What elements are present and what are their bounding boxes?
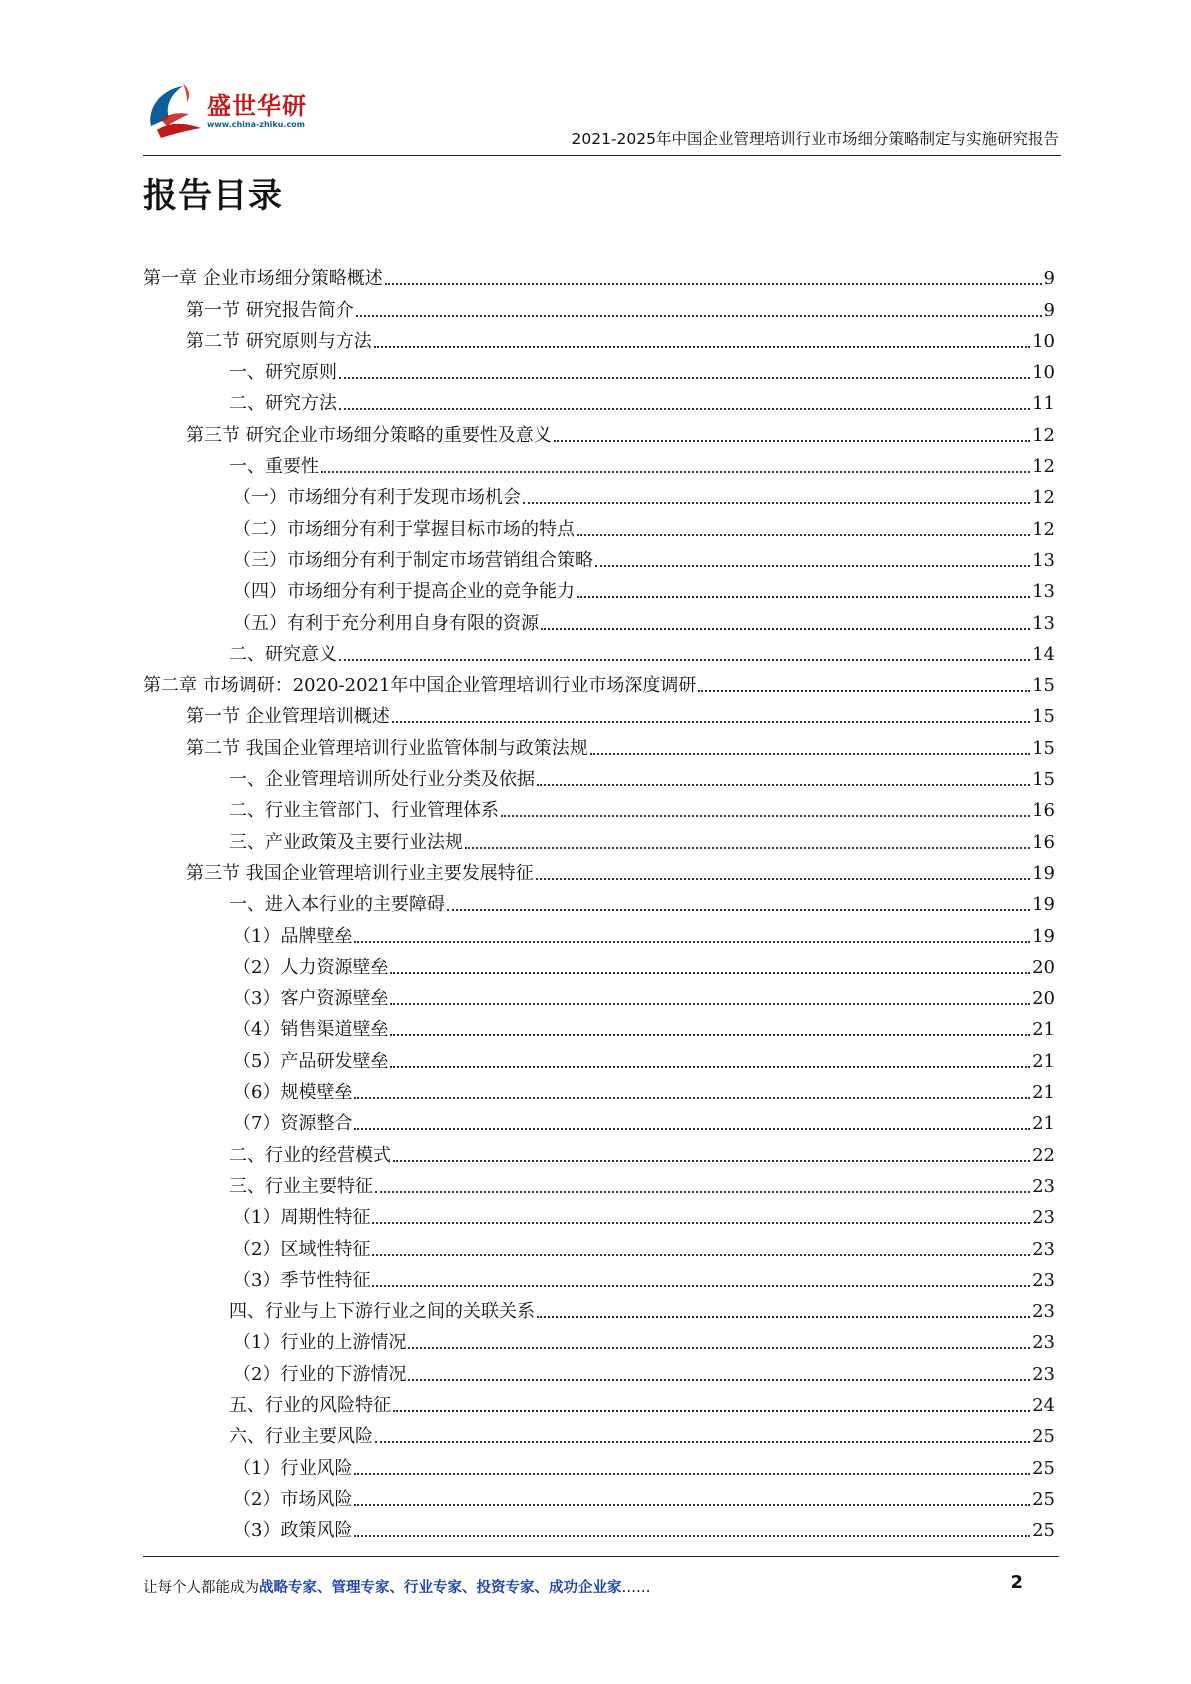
toc-entry[interactable] [143, 729, 1055, 760]
toc-entry-page: 16 [1032, 831, 1055, 853]
toc-leader-dots [390, 1066, 1030, 1068]
toc-leader-dots [536, 878, 1030, 880]
toc-leader-dots [392, 721, 1030, 723]
toc-entry-page: 20 [1032, 988, 1055, 1010]
toc-entry-label: 第二章 市场调研：2020-2021年中国企业管理培训行业市场深度调研 [143, 675, 697, 697]
toc-entry-label: 二、研究方法 [229, 393, 337, 415]
toc-entry[interactable] [143, 604, 1055, 635]
company-logo [143, 80, 313, 150]
toc-entry-label: 一、重要性 [229, 456, 319, 478]
toc-entry[interactable] [143, 260, 1055, 291]
toc-leader-dots [385, 283, 1042, 285]
toc-entry[interactable] [143, 1418, 1055, 1449]
toc-entry-page: 25 [1032, 1426, 1055, 1448]
logo-emblem-icon [143, 80, 205, 142]
toc-leader-dots [501, 815, 1030, 817]
toc-entry-page: 23 [1032, 1301, 1055, 1323]
toc-entry[interactable] [143, 1074, 1055, 1105]
toc-entry[interactable] [143, 949, 1055, 980]
toc-entry-page: 13 [1032, 612, 1055, 634]
toc-entry[interactable] [143, 823, 1055, 854]
toc-leader-dots [447, 909, 1030, 911]
toc-leader-dots [537, 1316, 1030, 1318]
toc-leader-dots [354, 1097, 1030, 1099]
toc-entry-page: 16 [1032, 800, 1055, 822]
toc-entry-page: 19 [1032, 862, 1055, 884]
toc-entry-label: 二、行业的经营模式 [229, 1144, 391, 1166]
toc-entry-page: 21 [1032, 1113, 1055, 1135]
toc-leader-dots [339, 377, 1030, 379]
toc-leader-dots [554, 440, 1030, 442]
toc-entry[interactable] [143, 510, 1055, 541]
toc-entry[interactable] [143, 354, 1055, 385]
toc-leader-dots [390, 1003, 1030, 1005]
toc-entry-page: 20 [1032, 956, 1055, 978]
toc-entry[interactable] [143, 323, 1055, 354]
page-number: 2 [1010, 1572, 1023, 1593]
toc-entry[interactable] [143, 1042, 1055, 1073]
toc-entry-label: 一、企业管理培训所处行业分类及依据 [229, 769, 535, 791]
toc-entry[interactable] [143, 1136, 1055, 1167]
toc-leader-dots [393, 1160, 1030, 1162]
toc-leader-dots [698, 690, 1030, 692]
toc-entry-page: 19 [1032, 925, 1055, 947]
toc-leader-dots [590, 753, 1030, 755]
footer-slogan-highlight: 战略专家、管理专家、行业专家、投资专家、成功企业家 [259, 1579, 622, 1596]
toc-entry-page: 23 [1032, 1175, 1055, 1197]
toc-entry-page: 22 [1032, 1144, 1055, 1166]
toc-leader-dots [354, 1535, 1030, 1537]
footer-divider [143, 1556, 1059, 1557]
page-title: 报告目录 [143, 176, 283, 216]
toc-entry-page: 10 [1032, 362, 1055, 384]
toc-entry[interactable] [143, 980, 1055, 1011]
toc-entry-label: 二、行业主管部门、行业管理体系 [229, 800, 499, 822]
toc-entry-label: （3）季节性特征 [233, 1269, 371, 1291]
toc-entry-label: （3）政策风险 [233, 1520, 353, 1542]
toc-entry-page: 23 [1032, 1207, 1055, 1229]
report-header-title: 2021-2025年中国企业管理培训行业市场细分策略制定与实施研究报告 [571, 130, 1059, 148]
toc-entry[interactable] [143, 542, 1055, 573]
toc-entry-label: 第二节 我国企业管理培训行业监管体制与政策法规 [186, 737, 588, 759]
toc-entry-label: （1）行业的上游情况 [233, 1332, 407, 1354]
toc-entry-label: （二）市场细分有利于掌握目标市场的特点 [233, 518, 575, 540]
toc-entry[interactable] [143, 1355, 1055, 1386]
toc-leader-dots [408, 1379, 1030, 1381]
footer-slogan [143, 1576, 651, 1597]
toc-entry[interactable] [143, 667, 1055, 698]
toc-leader-dots [390, 1034, 1030, 1036]
toc-leader-dots [372, 1254, 1030, 1256]
toc-entry-page: 14 [1032, 643, 1055, 665]
toc-entry-page: 15 [1032, 769, 1055, 791]
toc-entry-page: 19 [1032, 894, 1055, 916]
toc-leader-dots [390, 972, 1030, 974]
toc-entry-label: （2）市场风险 [233, 1488, 353, 1510]
toc-entry-label: 第一节 研究报告简介 [186, 299, 354, 321]
toc-entry-label: （2）行业的下游情况 [233, 1363, 407, 1385]
toc-entry-label: （五）有利于充分利用自身有限的资源 [233, 612, 539, 634]
toc-entry-page: 12 [1032, 456, 1055, 478]
toc-entry[interactable] [143, 1168, 1055, 1199]
toc-entry[interactable] [143, 1324, 1055, 1355]
toc-entry-label: （7）资源整合 [233, 1113, 353, 1135]
toc-entry-page: 25 [1032, 1457, 1055, 1479]
toc-leader-dots [339, 659, 1030, 661]
toc-entry-label: 第二节 研究原则与方法 [186, 330, 372, 352]
toc-entry-page: 21 [1032, 1019, 1055, 1041]
toc-leader-dots [375, 1191, 1030, 1193]
toc-entry-page: 9 [1043, 299, 1055, 321]
toc-leader-dots [465, 847, 1030, 849]
toc-entry-label: （一）市场细分有利于发现市场机会 [233, 487, 521, 509]
toc-leader-dots [372, 1222, 1030, 1224]
toc-entry-page: 15 [1032, 737, 1055, 759]
toc-entry[interactable] [143, 917, 1055, 948]
toc-leader-dots [354, 941, 1030, 943]
toc-entry-page: 21 [1032, 1082, 1055, 1104]
toc-entry-label: 二、研究意义 [229, 643, 337, 665]
toc-leader-dots [577, 534, 1030, 536]
toc-entry[interactable] [143, 1262, 1055, 1293]
toc-entry-page: 25 [1032, 1488, 1055, 1510]
toc-entry-label: 五、行业的风险特征 [229, 1394, 391, 1416]
toc-entry[interactable] [143, 479, 1055, 510]
toc-leader-dots [523, 502, 1030, 504]
table-of-contents [143, 260, 1055, 1543]
toc-entry-label: 三、行业主要特征 [229, 1175, 373, 1197]
toc-entry[interactable] [143, 1387, 1055, 1418]
toc-entry[interactable] [143, 698, 1055, 729]
toc-entry-page: 21 [1032, 1050, 1055, 1072]
toc-entry[interactable] [143, 573, 1055, 604]
toc-leader-dots [354, 1504, 1030, 1506]
toc-entry-page: 23 [1032, 1269, 1055, 1291]
toc-entry[interactable] [143, 1512, 1055, 1543]
toc-leader-dots [408, 1347, 1030, 1349]
toc-entry[interactable] [143, 1449, 1055, 1480]
toc-entry-page: 13 [1032, 581, 1055, 603]
toc-entry-label: 六、行业主要风险 [229, 1426, 373, 1448]
toc-entry[interactable] [143, 1105, 1055, 1136]
toc-entry-page: 12 [1032, 487, 1055, 509]
footer-slogan-suffix: …… [621, 1580, 651, 1596]
toc-leader-dots [339, 408, 1030, 410]
toc-entry-label: 第三节 我国企业管理培训行业主要发展特征 [186, 862, 534, 884]
toc-leader-dots [374, 346, 1030, 348]
toc-entry-page: 25 [1032, 1520, 1055, 1542]
toc-leader-dots [321, 471, 1030, 473]
footer-slogan-prefix: 让每个人都能成为 [143, 1580, 259, 1596]
toc-entry-label: （4）销售渠道壁垒 [233, 1019, 389, 1041]
toc-leader-dots [537, 784, 1030, 786]
toc-entry-label: 一、进入本行业的主要障碍 [229, 894, 445, 916]
toc-entry-label: （5）产品研发壁垒 [233, 1050, 389, 1072]
toc-entry-page: 9 [1043, 268, 1055, 290]
toc-entry[interactable] [143, 761, 1055, 792]
toc-entry-label: （三）市场细分有利于制定市场营销组合策略 [233, 549, 593, 571]
toc-entry-page: 23 [1032, 1332, 1055, 1354]
toc-leader-dots [541, 628, 1030, 630]
toc-entry[interactable] [143, 385, 1055, 416]
toc-leader-dots [375, 1441, 1030, 1443]
toc-entry-page: 10 [1032, 330, 1055, 352]
toc-entry-label: （2）人力资源壁垒 [233, 956, 389, 978]
toc-entry[interactable] [143, 855, 1055, 886]
toc-entry-page: 24 [1032, 1394, 1055, 1416]
toc-entry-page: 11 [1032, 393, 1055, 415]
toc-leader-dots [393, 1410, 1030, 1412]
toc-leader-dots [372, 1285, 1030, 1287]
toc-leader-dots [595, 565, 1030, 567]
toc-entry-label: 第一节 企业管理培训概述 [186, 706, 390, 728]
toc-entry[interactable] [143, 291, 1055, 322]
toc-entry-page: 15 [1032, 706, 1055, 728]
toc-entry[interactable] [143, 1199, 1055, 1230]
toc-entry[interactable] [143, 448, 1055, 479]
toc-entry[interactable] [143, 1230, 1055, 1261]
header-divider [143, 155, 1061, 156]
toc-entry[interactable] [143, 1293, 1055, 1324]
toc-entry-label: （3）客户资源壁垒 [233, 988, 389, 1010]
toc-entry[interactable] [143, 416, 1055, 447]
toc-leader-dots [354, 1473, 1030, 1475]
toc-entry[interactable] [143, 1481, 1055, 1512]
toc-entry-page: 13 [1032, 549, 1055, 571]
toc-entry-label: （1）周期性特征 [233, 1207, 371, 1229]
toc-entry-label: 三、产业政策及主要行业法规 [229, 831, 463, 853]
toc-entry-label: 一、研究原则 [229, 362, 337, 384]
toc-entry-label: （2）区域性特征 [233, 1238, 371, 1260]
toc-entry-page: 23 [1032, 1363, 1055, 1385]
toc-entry-label: （1）品牌壁垒 [233, 925, 353, 947]
toc-entry-page: 15 [1032, 675, 1055, 697]
toc-entry-label: 四、行业与上下游行业之间的关联关系 [229, 1301, 535, 1323]
toc-entry-label: 第一章 企业市场细分策略概述 [143, 268, 383, 290]
toc-leader-dots [354, 1128, 1030, 1130]
toc-entry[interactable] [143, 1011, 1055, 1042]
toc-entry[interactable] [143, 636, 1055, 667]
toc-leader-dots [356, 315, 1042, 317]
toc-entry-page: 12 [1032, 518, 1055, 540]
toc-entry-page: 23 [1032, 1238, 1055, 1260]
toc-entry-label: 第三节 研究企业市场细分策略的重要性及意义 [186, 424, 552, 446]
toc-leader-dots [577, 596, 1030, 598]
logo-name: 盛世华研 [207, 92, 307, 120]
toc-entry-label: （6）规模壁垒 [233, 1082, 353, 1104]
toc-entry-label: （四）市场细分有利于提高企业的竞争能力 [233, 581, 575, 603]
toc-entry-page: 12 [1032, 424, 1055, 446]
toc-entry-label: （1）行业风险 [233, 1457, 353, 1479]
toc-entry[interactable] [143, 886, 1055, 917]
toc-entry[interactable] [143, 792, 1055, 823]
logo-url: www.china-zhiku.com [207, 120, 306, 129]
